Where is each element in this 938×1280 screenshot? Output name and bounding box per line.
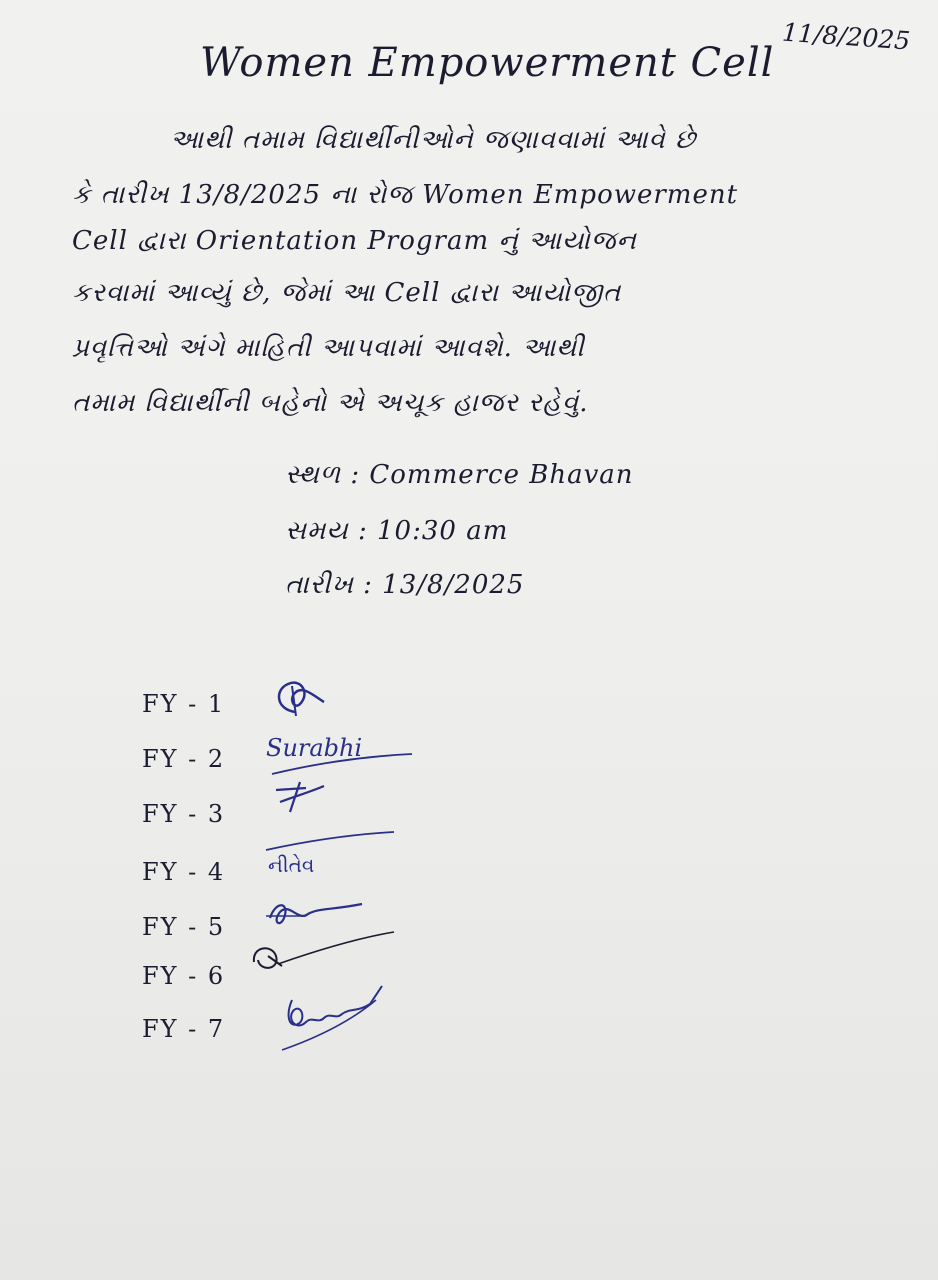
- body-line-2: કે તારીખ 13/8/2025 ના રોજ Women Empowerment: [72, 180, 739, 210]
- fy-7-signature: [272, 980, 392, 1056]
- notice-title: Women Empowerment Cell: [200, 40, 775, 86]
- fy-1-signature: [266, 672, 336, 722]
- fy-3-signature: [266, 778, 336, 818]
- fy-6-label: FY - 6: [142, 962, 226, 990]
- body-line-5: પ્રવૃત્તિઓ અંગે માહિતી આપવામાં આવશે. આથી: [72, 333, 585, 363]
- body-line-6: તમામ વિદ્યાર્થીની બહેનો એ અચૂક હાજર રહેવું.: [72, 388, 589, 418]
- fy-4-signature: [262, 828, 402, 878]
- fy-2-label: FY - 2: [142, 745, 226, 773]
- fy-4-label: FY - 4: [142, 858, 226, 886]
- body-line-1: આથી તમામ વિદ્યાર્થીનીઓને જણાવવામાં આવે છે: [170, 125, 697, 155]
- time-line: સમય : 10:30 am: [285, 516, 509, 546]
- body-line-4: કરવામાં આવ્યું છે, જેમાં આ Cell દ્વારા આયોજીત: [72, 278, 622, 308]
- fy-5-label: FY - 5: [142, 913, 226, 941]
- body-line-3: Cell દ્વારા Orientation Program નું આયોજન: [72, 226, 637, 256]
- event-date-line: તારીખ : 13/8/2025: [285, 570, 525, 600]
- fy-2-signature: [262, 722, 422, 782]
- fy-2-signature-text: Surabhi: [266, 734, 363, 762]
- notice-date: 11/8/2025: [781, 17, 912, 56]
- fy-1-label: FY - 1: [142, 690, 226, 718]
- venue-line: સ્થળ : Commerce Bhavan: [285, 460, 634, 490]
- fy-3-label: FY - 3: [142, 800, 226, 828]
- fy-7-label: FY - 7: [142, 1015, 226, 1043]
- fy-6-signature: [248, 926, 398, 976]
- fy-4-signature-text: નીતેવ: [268, 853, 315, 877]
